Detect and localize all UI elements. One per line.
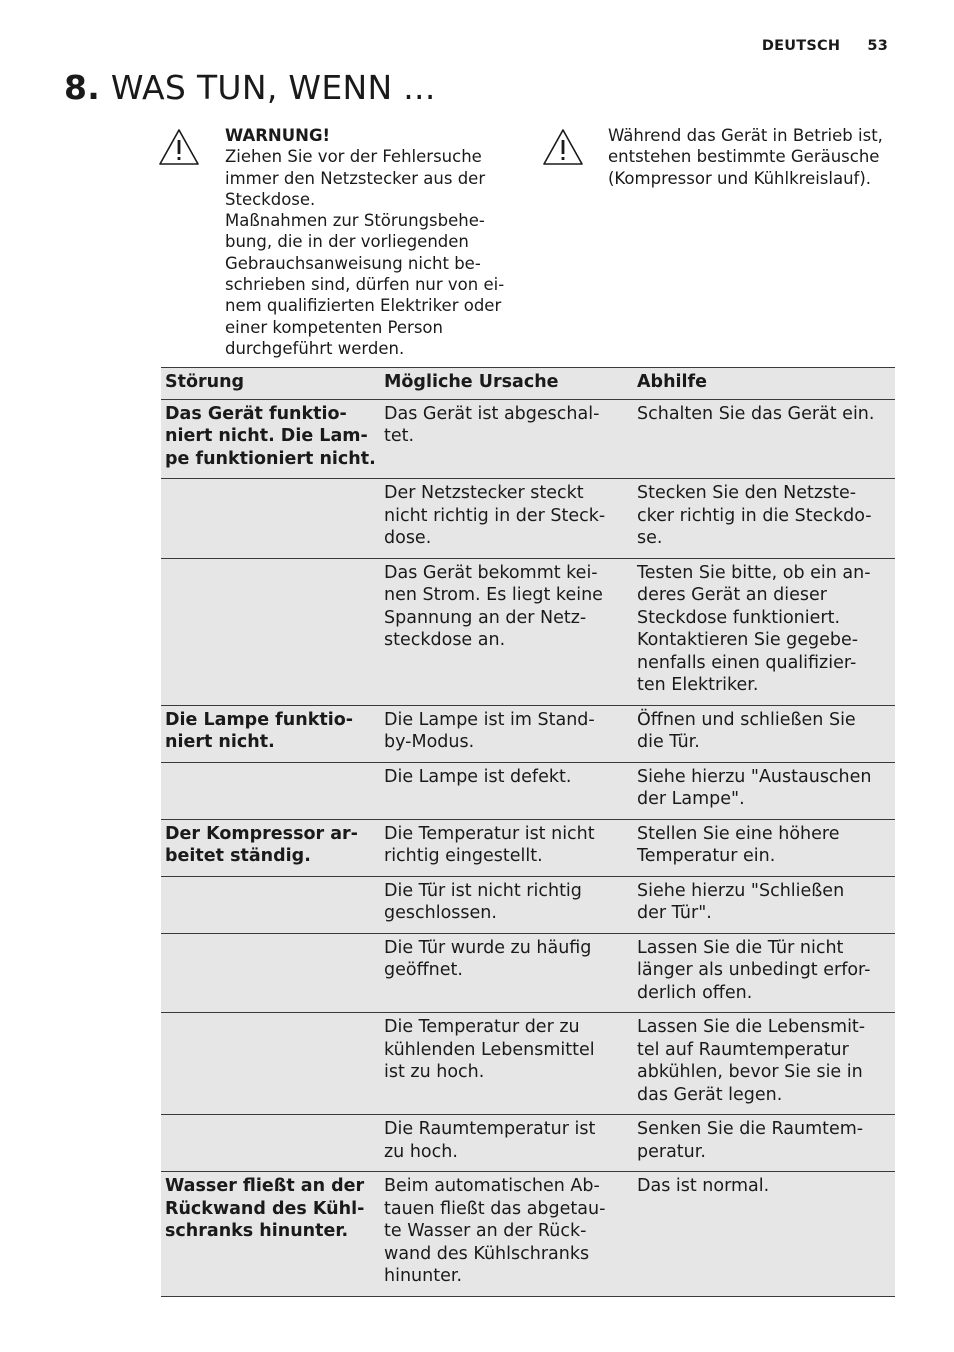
problem-cell (161, 705, 380, 762)
remedy-cell-line: se. (637, 528, 663, 548)
table-row (161, 399, 895, 479)
remedy-cell-line: abkühlen, bevor Sie sie in (637, 1062, 863, 1082)
info-text-line: (Kompressor und Kühlkreislauf). (608, 168, 872, 188)
cause-cell-line: Der Netzstecker steckt (384, 483, 584, 503)
remedy-cell-line: Kontaktieren Sie gegebe- (637, 630, 859, 650)
problem-cell (161, 876, 380, 933)
remedy-cell (633, 1172, 895, 1297)
warning-text-line: einer kompetenten Person (225, 317, 443, 337)
remedy-cell-line: tel auf Raumtemperatur (637, 1039, 849, 1060)
table-body (161, 399, 895, 1296)
info-text (608, 125, 908, 189)
problem-cell (161, 399, 380, 479)
info-body (608, 125, 908, 189)
cause-cell-line: Spannung an der Netz- (384, 607, 587, 628)
remedy-cell (633, 1013, 895, 1115)
cause-cell-line: wand des Kühlschranks (384, 1243, 590, 1264)
info-text-line: entstehen bestimmte Geräusche (608, 147, 880, 167)
remedy-cell (633, 399, 895, 479)
troubleshooting-table (161, 367, 895, 1297)
cause-cell-line: Die Raumtemperatur ist (384, 1119, 596, 1139)
problem-cell-line: beitet ständig. (165, 846, 311, 866)
problem-cell-line: schranks hinunter. (165, 1221, 349, 1241)
table-row (161, 1172, 895, 1297)
cause-cell-line: Die Tür ist nicht richtig (384, 880, 582, 901)
cause-cell (380, 479, 633, 559)
warning-text-line: nem qualifizierten Elektriker oder (225, 296, 502, 316)
warning-text-line: immer den Netzstecker aus der (225, 168, 486, 188)
cause-cell (380, 1172, 633, 1297)
cause-cell-line: tet. (384, 426, 415, 446)
cause-cell (380, 933, 633, 1013)
cause-cell-line: dose. (384, 528, 432, 548)
remedy-cell-line: nenfalls einen qualifizier- (637, 652, 857, 673)
table-row (161, 876, 895, 933)
cause-cell-line: ist zu hoch. (384, 1062, 485, 1082)
cause-cell-line: by-Modus. (384, 732, 475, 752)
warning-text-line: durchgeführt werden. (225, 338, 405, 358)
remedy-cell (633, 705, 895, 762)
page-number: 53 (867, 38, 888, 54)
remedy-cell (633, 933, 895, 1013)
cause-cell-line: Die Lampe ist defekt. (384, 766, 572, 787)
table-row (161, 705, 895, 762)
remedy-cell (633, 762, 895, 819)
remedy-cell-line: Siehe hierzu "Schließen (637, 880, 845, 901)
remedy-cell-line: Lassen Sie die Tür nicht (637, 937, 844, 958)
problem-cell-line: Die Lampe funktio- (165, 709, 353, 730)
table-row (161, 819, 895, 876)
column-header-problem: Störung (161, 368, 380, 400)
table-row (161, 762, 895, 819)
remedy-cell-line: ten Elektriker. (637, 675, 759, 695)
warning-triangle-icon (542, 128, 584, 166)
cause-cell-line: hinunter. (384, 1266, 463, 1286)
cause-cell (380, 819, 633, 876)
problem-cell-line: Rückwand des Kühl- (165, 1198, 365, 1219)
problem-cell (161, 479, 380, 559)
cause-cell-line: Das Gerät bekommt kei- (384, 562, 598, 583)
column-header-remedy: Abhilfe (633, 368, 895, 400)
problem-cell (161, 762, 380, 819)
table-row (161, 479, 895, 559)
cause-cell (380, 558, 633, 705)
table-row (161, 558, 895, 705)
remedy-cell-line: länger als unbedingt erfor- (637, 960, 871, 980)
cause-cell-line: tauen fließt das abgetau- (384, 1198, 606, 1219)
cause-cell-line: Die Lampe ist im Stand- (384, 709, 595, 730)
cause-cell-line: Die Tür wurde zu häufig (384, 937, 592, 958)
remedy-cell-line: Temperatur ein. (637, 846, 776, 866)
warning-text-line: Steckdose. (225, 189, 316, 209)
section-number: 8. (64, 68, 101, 107)
cause-cell-line: Die Temperatur ist nicht (384, 823, 595, 844)
warning-text-line: Ziehen Sie vor der Fehlersuche (225, 147, 482, 167)
remedy-cell-line: Das ist normal. (637, 1176, 770, 1196)
cause-cell (380, 876, 633, 933)
cause-cell-line: nen Strom. Es liegt keine (384, 585, 603, 605)
section-title-text: WAS TUN, WENN ... (110, 68, 436, 107)
cause-cell-line: kühlenden Lebensmittel (384, 1039, 595, 1060)
problem-cell-line: niert nicht. Die Lam- (165, 426, 368, 446)
column-header-cause: Mögliche Ursache (380, 368, 633, 400)
remedy-cell-line: Testen Sie bitte, ob ein an- (637, 562, 871, 583)
remedy-cell-line: der Tür". (637, 903, 712, 923)
problem-cell (161, 1013, 380, 1115)
problem-cell-line: niert nicht. (165, 732, 275, 752)
warning-text-line: Gebrauchsanweisung nicht be- (225, 253, 481, 273)
remedy-cell-line: Stecken Sie den Netzste- (637, 483, 857, 503)
remedy-cell-line: Steckdose funktioniert. (637, 607, 841, 628)
problem-cell (161, 1115, 380, 1172)
language-label: DEUTSCH (761, 38, 841, 54)
cause-cell-line: geöffnet. (384, 960, 463, 980)
remedy-cell-line: der Lampe". (637, 789, 745, 809)
problem-cell (161, 933, 380, 1013)
cause-cell-line: Beim automatischen Ab- (384, 1176, 600, 1196)
cause-cell-line: nicht richtig in der Steck- (384, 505, 606, 526)
remedy-cell-line: Lassen Sie die Lebensmit- (637, 1017, 866, 1037)
remedy-cell (633, 558, 895, 705)
problem-cell (161, 819, 380, 876)
remedy-cell (633, 819, 895, 876)
cause-cell-line: geschlossen. (384, 903, 497, 923)
remedy-cell-line: peratur. (637, 1141, 706, 1162)
warning-body (225, 146, 525, 359)
warning-text-line: bung, die in der vorliegenden (225, 232, 469, 252)
remedy-cell-line: das Gerät legen. (637, 1084, 783, 1105)
table-row (161, 933, 895, 1013)
remedy-cell-line: cker richtig in die Steckdo- (637, 505, 872, 526)
cause-cell-line: steckdose an. (384, 630, 506, 650)
cause-cell-line: te Wasser an der Rück- (384, 1221, 587, 1241)
cause-cell (380, 1115, 633, 1172)
section-title (64, 66, 436, 110)
cause-cell (380, 705, 633, 762)
cause-cell-line: richtig eingestellt. (384, 846, 543, 866)
warning-triangle-icon (158, 128, 200, 166)
info-text-line: Während das Gerät in Betrieb ist, (608, 126, 883, 145)
cause-cell (380, 1013, 633, 1115)
remedy-cell-line: Schalten Sie das Gerät ein. (637, 403, 875, 424)
remedy-cell-line: Stellen Sie eine höhere (637, 823, 840, 844)
table-header-row (161, 368, 895, 400)
table-row (161, 1013, 895, 1115)
remedy-cell (633, 876, 895, 933)
page-header (762, 38, 888, 54)
remedy-cell (633, 479, 895, 559)
cause-cell-line: Das Gerät ist abgeschal- (384, 403, 600, 424)
remedy-cell-line: deres Gerät an dieser (637, 585, 827, 605)
warning-heading: WARNUNG! (225, 126, 331, 145)
remedy-cell-line: die Tür. (637, 732, 700, 752)
problem-cell-line: Wasser fließt an der (165, 1176, 365, 1196)
table-row (161, 1115, 895, 1172)
remedy-cell-line: Öffnen und schließen Sie (637, 709, 856, 730)
problem-cell (161, 558, 380, 705)
cause-cell-line: zu hoch. (384, 1141, 458, 1162)
warning-text (225, 125, 525, 359)
problem-cell (161, 1172, 380, 1297)
warning-text-line: schrieben sind, dürfen nur von ei- (225, 275, 505, 295)
problem-cell-line: pe funktioniert nicht. (165, 448, 376, 469)
cause-cell (380, 399, 633, 479)
cause-cell (380, 762, 633, 819)
problem-cell-line: Das Gerät funktio- (165, 403, 347, 424)
cause-cell-line: Die Temperatur der zu (384, 1017, 580, 1037)
remedy-cell (633, 1115, 895, 1172)
remedy-cell-line: derlich offen. (637, 982, 753, 1003)
warning-text-line: Maßnahmen zur Störungsbehe- (225, 211, 485, 231)
remedy-cell-line: Senken Sie die Raumtem- (637, 1119, 864, 1139)
remedy-cell-line: Siehe hierzu "Austauschen (637, 766, 872, 787)
problem-cell-line: Der Kompressor ar- (165, 823, 358, 844)
